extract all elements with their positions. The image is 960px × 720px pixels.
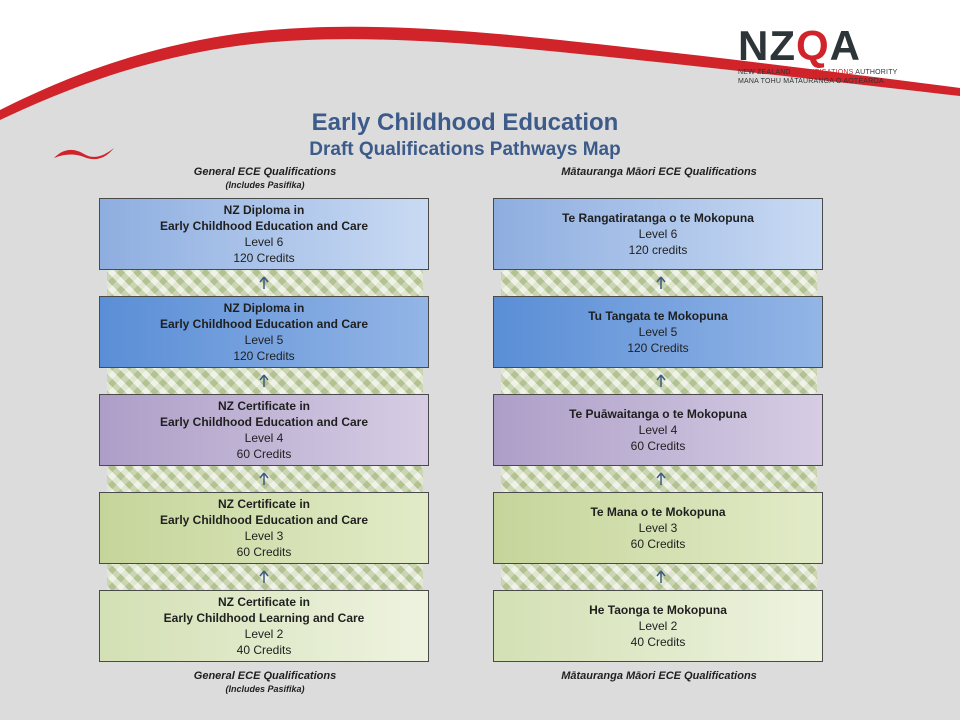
box-credits: 60 Credits (236, 447, 292, 461)
up-arrow-icon (654, 570, 668, 584)
box-level: Level 6 (244, 235, 284, 249)
box-credits: 40 Credits (630, 635, 686, 649)
box-credits: 40 Credits (236, 643, 292, 657)
box-credits: 120 Credits (627, 341, 689, 355)
logo-line-1-suffix: AUTHORITY (853, 69, 898, 76)
box-title: Tu Tangata te Mokopuna (588, 309, 728, 323)
page-subtitle: Draft Qualifications Pathways Map (309, 139, 621, 160)
left-box-level-4 (99, 394, 429, 466)
box-level: Level 6 (638, 227, 678, 241)
box-title: Te Puāwaitanga o te Mokopuna (569, 407, 747, 421)
right-column-footer (494, 670, 824, 683)
left-box-level-2 (99, 590, 429, 662)
box-level: Level 4 (244, 431, 284, 445)
box-subtitle: Early Childhood Education and Care (159, 317, 369, 331)
box-credits: 120 Credits (233, 349, 295, 363)
up-arrow-icon (257, 374, 271, 388)
up-arrow-icon (654, 472, 668, 486)
logo-line-1-prefix: NEW ZEALAND (738, 69, 793, 76)
right-box-level-6 (493, 198, 823, 270)
nzqa-logo (738, 24, 938, 86)
box-credits: 60 Credits (630, 537, 686, 551)
box-title: NZ Certificate in (217, 497, 310, 511)
box-title: Te Mana o te Mokopuna (590, 505, 726, 519)
box-credits: 60 Credits (236, 545, 292, 559)
up-arrow-icon (257, 276, 271, 290)
logo-mark-q-letter: Q (796, 22, 830, 69)
right-box-level-2 (493, 590, 823, 662)
right-heading-text: Mātauranga Māori ECE Qualifications (561, 166, 757, 178)
up-arrow-icon (257, 472, 271, 486)
swoosh-icon (52, 144, 116, 162)
box-credits: 120 Credits (233, 251, 295, 265)
right-box-level-4 (493, 394, 823, 466)
box-level: Level 5 (638, 325, 678, 339)
left-column-footer (100, 670, 430, 696)
box-title: NZ Certificate in (217, 595, 310, 609)
left-box-level-3 (99, 492, 429, 564)
logo-line-2: MANA TOHU MĀTAURANGA O AOTEAROA (738, 78, 884, 85)
left-heading-text: General ECE Qualifications (193, 166, 337, 178)
box-subtitle: Early Childhood Education and Care (159, 513, 369, 527)
page-title: Early Childhood Education (311, 109, 619, 136)
box-title: NZ Diploma in (223, 301, 305, 315)
box-level: Level 3 (244, 529, 284, 543)
right-box-level-3 (493, 492, 823, 564)
logo-line-1-highlight: QUALIFICATIONS (792, 69, 854, 76)
left-column-heading (100, 166, 430, 192)
logo-mark-q (796, 22, 830, 69)
up-arrow-icon (257, 570, 271, 584)
up-arrow-icon (654, 276, 668, 290)
box-title: He Taonga te Mokopuna (589, 603, 727, 617)
box-level: Level 5 (244, 333, 284, 347)
left-box-level-6 (99, 198, 429, 270)
right-footer-text: Mātauranga Māori ECE Qualifications (561, 670, 757, 682)
box-level: Level 2 (244, 627, 284, 641)
box-subtitle: Early Childhood Learning and Care (163, 611, 365, 625)
left-box-level-5 (99, 296, 429, 368)
box-title: Te Rangatiratanga o te Mokopuna (562, 211, 754, 225)
logo-mark-a: A (829, 22, 862, 69)
box-subtitle: Early Childhood Education and Care (159, 415, 369, 429)
box-title: NZ Diploma in (223, 203, 305, 217)
logo-mark (738, 24, 938, 68)
right-column-heading (494, 166, 824, 179)
box-level: Level 4 (638, 423, 678, 437)
right-box-level-5 (493, 296, 823, 368)
left-heading-sub: (Includes Pasifika) (225, 180, 305, 190)
box-subtitle: Early Childhood Education and Care (159, 219, 369, 233)
box-title: NZ Certificate in (217, 399, 310, 413)
box-level: Level 3 (638, 521, 678, 535)
up-arrow-icon (654, 374, 668, 388)
left-footer-sub: (Includes Pasifika) (225, 684, 305, 694)
title-block (230, 108, 700, 162)
box-credits: 60 Credits (630, 439, 686, 453)
box-credits: 120 credits (628, 243, 688, 257)
logo-line-1 (738, 68, 938, 77)
box-level: Level 2 (638, 619, 678, 633)
logo-mark-nz: NZ (738, 22, 796, 69)
left-footer-text: General ECE Qualifications (193, 670, 337, 682)
